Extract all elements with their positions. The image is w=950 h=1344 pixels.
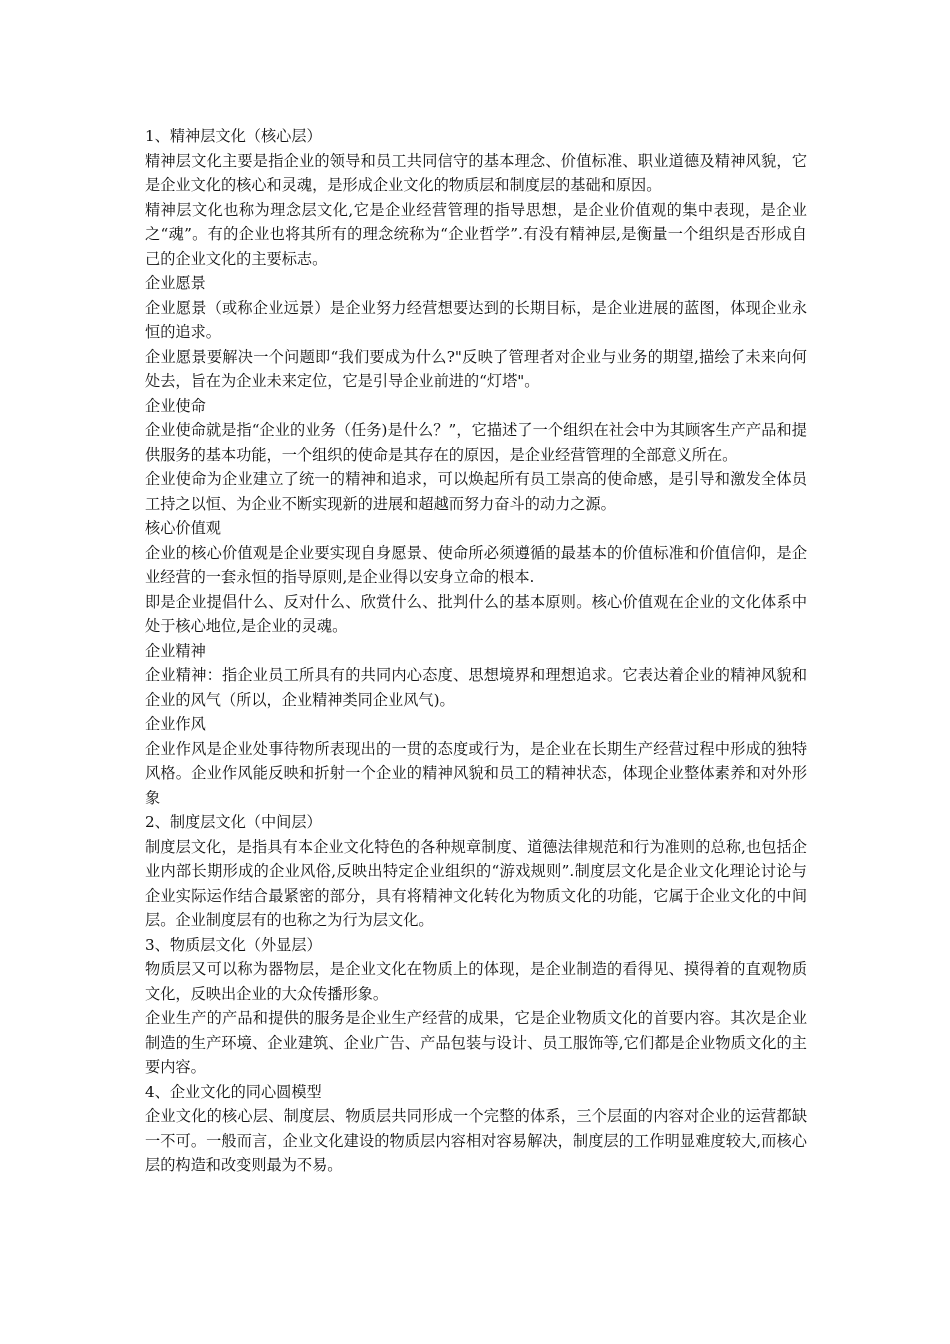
paragraph: 企业作风是企业处事待物所表现出的一贯的态度或行为，是企业在长期生产经营过程中形成的独特风格。企业作风能反映和折射一个企业的精神风貌和员工的精神状态，体现企业整体素养和对外形象 bbox=[145, 739, 807, 807]
paragraph: 精神层文化也称为理念层文化,它是企业经营管理的指导思想，是企业价值观的集中表现，是企业之“魂”。有的企业也将其所有的理念统称为“企业哲学”.有没有精神层,是衡量一个组织是否形成自己的企业文化的主要标志。 bbox=[145, 200, 807, 268]
section-heading: 3、物质层文化（外显层） bbox=[145, 935, 322, 954]
section-heading: 2、制度层文化（中间层） bbox=[145, 813, 322, 831]
document-body bbox=[145, 124, 807, 1178]
subsection-heading: 企业精神 bbox=[145, 641, 206, 660]
paragraph: 制度层文化，是指具有本企业文化特色的各种规章制度、道德法律规范和行为准则的总称,也包括企业内部长期形成的企业风俗,反映出特定企业组织的“游戏规则”.制度层文化是企业文化理论讨论与企业实际运作结合最紧密的部分，具有将精神文化转化为物质文化的功能，它属于企业文化的中间层。企业制度层有的也称之为行为层文化。 bbox=[145, 837, 807, 929]
section-heading: 1、精神层文化（核心层） bbox=[145, 127, 322, 145]
subsection-heading: 企业愿景 bbox=[145, 274, 206, 292]
paragraph: 企业使命就是指“企业的业务（任务)是什么？”，它描述了一个组织在社会中为其顾客生产产品和提供服务的基本功能，一个组织的使命是其存在的原因，是企业经营管理的全部意义所在。 bbox=[145, 421, 807, 464]
paragraph: 企业精神：指企业员工所具有的共同内心态度、思想境界和理想追求。它表达着企业的精神风貌和企业的风气（所以，企业精神类同企业风气)。 bbox=[145, 666, 807, 709]
paragraph: 企业文化的核心层、制度层、物质层共同形成一个完整的体系，三个层面的内容对企业的运营都缺一不可。一般而言，企业文化建设的物质层内容相对容易解决，制度层的工作明显难度较大,而核心层的构造和改变则最为不易。 bbox=[145, 1107, 807, 1174]
subsection-heading: 核心价值观 bbox=[145, 519, 221, 537]
paragraph: 物质层又可以称为器物层，是企业文化在物质上的体现，是企业制造的看得见、摸得着的直观物质文化，反映出企业的大众传播形象。 bbox=[145, 960, 807, 1003]
paragraph: 企业愿景（或称企业远景）是企业努力经营想要达到的长期目标，是企业进展的蓝图，体现企业永恒的追求。 bbox=[145, 298, 807, 341]
subsection-heading: 企业使命 bbox=[145, 396, 206, 415]
paragraph: 精神层文化主要是指企业的领导和员工共同信守的基本理念、价值标准、职业道德及精神风貌，它是企业文化的核心和灵魂，是形成企业文化的物质层和制度层的基础和原因。 bbox=[145, 151, 807, 194]
paragraph: 企业使命为企业建立了统一的精神和追求，可以焕起所有员工崇高的使命感，是引导和激发全体员工持之以恒、为企业不断实现新的进展和超越而努力奋斗的动力之源。 bbox=[145, 470, 807, 513]
paragraph: 即是企业提倡什么、反对什么、欣赏什么、批判什么的基本原则。核心价值观在企业的文化体系中处于核心地位,是企业的灵魂。 bbox=[145, 592, 807, 635]
subsection-heading: 企业作风 bbox=[145, 715, 206, 733]
paragraph: 企业愿景要解决一个问题即“我们要成为什么?"反映了管理者对企业与业务的期望,描绘了未来向何处去，旨在为企业未来定位，它是引导企业前进的“灯塔"。 bbox=[145, 347, 807, 390]
paragraph: 企业生产的产品和提供的服务是企业生产经营的成果，它是企业物质文化的首要内容。其次是企业制造的生产环境、企业建筑、企业广告、产品包装与设计、员工服饰等,它们都是企业物质文化的主要内容。 bbox=[145, 1009, 807, 1076]
section-heading: 4、企业文化的同心圆模型 bbox=[145, 1082, 322, 1101]
paragraph: 企业的核心价值观是企业要实现自身愿景、使命所必须遵循的最基本的价值标准和价值信仰，是企业经营的一套永恒的指导原则,是企业得以安身立命的根本. bbox=[145, 543, 807, 586]
